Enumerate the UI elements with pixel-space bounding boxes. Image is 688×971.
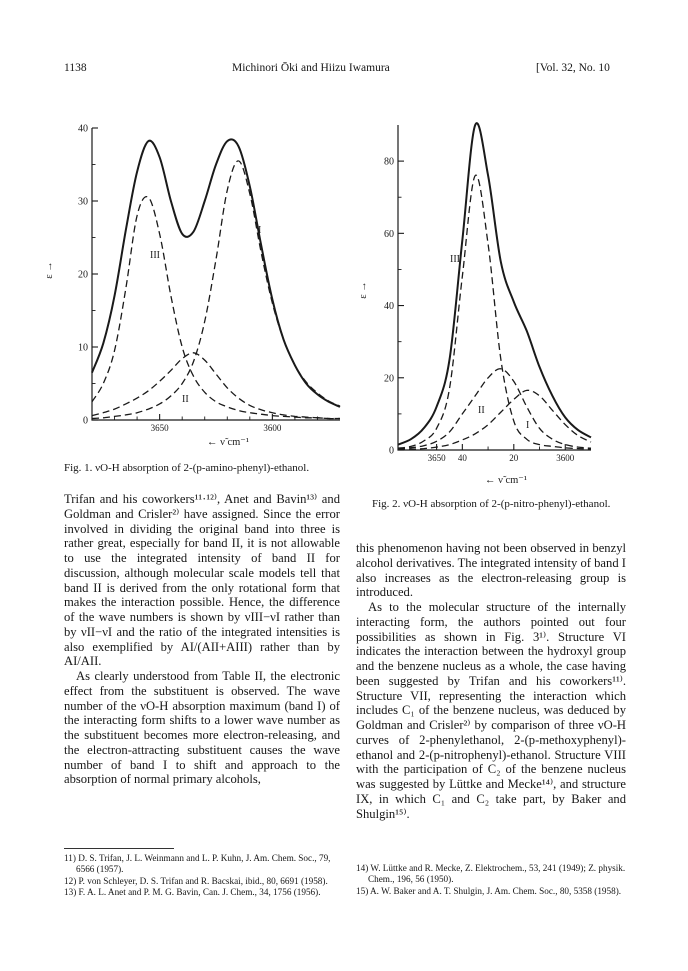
y-tick-label: 20	[384, 373, 394, 385]
series-line-band-II	[398, 369, 591, 449]
series-label-II: II	[182, 394, 189, 405]
y-tick-label: 30	[78, 196, 88, 208]
y-tick-label: 60	[384, 228, 394, 240]
running-head-volume: [Vol. 32, No. 10	[536, 62, 610, 74]
left-paragraph-2: As clearly understood from Table II, the electronic effect from the substituent is observed. The wave number of the νO-H absorption maximum (band I) of the interacting form shifts to a lower wave number as the substituent becomes more electron-releasing, and the electron-attracting substituent causes the wave number of band I to shift and approach to the absorption of normal primary alcohols,	[64, 669, 340, 787]
x-tick-label: 3600	[263, 423, 282, 433]
left-paragraph-1: Trifan and his coworkers¹¹·¹²⁾, Anet and Bavin¹³⁾ and Goldman and Crisler²⁾ have assigned. Since the error involved in dividing the original band into three is rather great, especially for band II, it is not allowable to use the integrated intensity of band II for discussion, although molecular scale models tell that band II is derived from the only rotational form that makes the interaction possible. Hence, the difference of the wave numbers is shown by νIII−νI rather than by νII−νI and the ratio of the integrated intensities is also exemplified by AI/(AII+AIII) rather than by AI/AII.	[64, 492, 340, 669]
x-tick-label: 40	[457, 453, 467, 463]
running-head-authors: Michinori Ōki and Hiizu Iwamura	[232, 62, 390, 74]
axis-lines	[92, 128, 340, 420]
right-paragraph-1: this phenomenon having not been observed in benzyl alcohol derivatives. The integrated intensity of band I also increases as the electron-releasing group is introduced.	[356, 541, 626, 600]
x-tick-label: 3650	[427, 453, 446, 463]
y-tick-label: 0	[83, 415, 88, 427]
series-label-II: II	[478, 405, 485, 416]
footnote-15: 15) A. W. Baker and A. T. Shulgin, J. Am. Chem. Soc., 80, 5358 (1958).	[356, 885, 622, 896]
x-tick-label: 3650	[150, 423, 169, 433]
axis-lines	[398, 125, 591, 450]
y-tick-label: 20	[78, 269, 88, 281]
series-line-total	[398, 123, 591, 444]
y-tick-label: 40	[78, 123, 88, 135]
y-tick-label: 10	[78, 342, 88, 354]
figure-1-chart	[40, 95, 360, 460]
right-column-text	[356, 541, 626, 821]
right-paragraph-2: As to the molecular structure of the internally interacting form, the authors pointed out four possibilities as shown in Fig. 3¹⁾. Structure VI indicates the interaction between the hydroxyl group and the benzene nucleus as a whole, the case having been suggested by Trifan and his coworkers¹¹⁾. Structure VII, representing the interaction which includes C₁ of the benzene nucleus, was deduced by Goldman and Crisler²⁾ by comparison of three νO-H curves of 2-phenylethanol, 2-(p-methoxyphenyl)-ethanol and 2-(p-nitrophenyl)-ethanol. Structure VIII with the participation of C₂ of the benzene nucleus was suggested by Lüttke and Mecke¹⁴⁾, and structure IX, in which C₁ and C₂ take part, by Baker and Shulgin¹⁵⁾.	[356, 600, 626, 821]
series-line-band-II	[92, 353, 340, 419]
footnote-13: 13) F. A. L. Anet and P. M. G. Bavin, Can. J. Chem., 34, 1756 (1956).	[64, 887, 321, 898]
series-line-band-III	[92, 197, 340, 419]
series-label-III: III	[150, 250, 160, 261]
x-axis-label: ← ν̃ cm⁻¹	[484, 475, 528, 486]
y-tick-label: 80	[384, 156, 394, 168]
series-label-I: I	[258, 225, 262, 236]
x-tick-label: 3600	[556, 453, 575, 463]
footnote-14: 14) W. Lüttke and R. Mecke, Z. Elektrochem., 53, 241 (1949); Z. physik. Chem., 196, 56 (1950).	[356, 863, 626, 885]
page-number: 1138	[64, 62, 87, 74]
x-tick-label: 20	[509, 453, 519, 463]
footnotes-left	[64, 853, 340, 899]
footnotes-right	[356, 863, 626, 897]
footnote-11: 11) D. S. Trifan, J. L. Weinmann and L. P. Kuhn, J. Am. Chem. Soc., 79, 6566 (1957).	[64, 853, 331, 875]
figure-1-caption: Fig. 1. νO-H absorption of 2-(p-amino-phenyl)-ethanol.	[64, 462, 310, 474]
y-axis-label: ε →	[358, 281, 369, 299]
series-line-total	[92, 139, 340, 406]
footnote-12: 12) P. von Schleyer, D. S. Trifan and R. Bacskai, ibid., 80, 6691 (1958).	[64, 875, 328, 886]
series-line-band-I	[398, 390, 591, 449]
figure-2-caption: Fig. 2. νO-H absorption of 2-(p-nitro-phenyl)-ethanol.	[372, 498, 611, 510]
left-column-text	[64, 492, 340, 787]
x-axis-label: ← ν̃ cm⁻¹	[206, 437, 250, 448]
y-tick-label: 0	[389, 445, 394, 457]
y-tick-label: 40	[384, 301, 394, 313]
footnote-rule-left	[64, 848, 174, 849]
series-label-III: III	[450, 254, 460, 265]
figure-2-chart	[356, 95, 631, 495]
series-label-I: I	[526, 420, 530, 431]
y-axis-label: ε →	[44, 261, 55, 279]
